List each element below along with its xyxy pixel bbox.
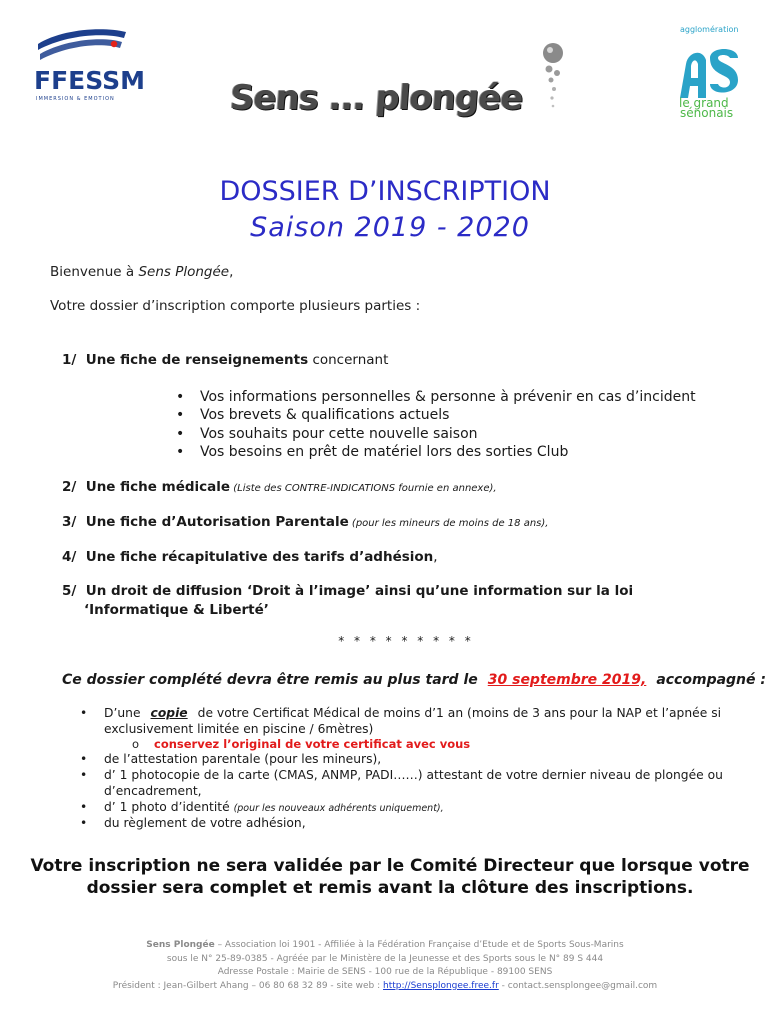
list-item: • du règlement de votre adhésion, xyxy=(80,816,750,832)
part-1-rest: concernant xyxy=(308,352,389,368)
deadline-text: Ce dossier complété devra être remis au plus tard le xyxy=(62,672,478,688)
ffessm-name: FFESSM xyxy=(34,66,145,95)
separator: * * * * * * * * * xyxy=(338,634,474,648)
ffessm-tagline: IMMERSION & EMOTION xyxy=(36,96,115,102)
part-1-list xyxy=(176,388,696,461)
part-4-heading xyxy=(62,549,438,565)
part-2-note: (Liste des CONTRE-INDICATIONS fournie en annexe), xyxy=(230,483,497,494)
list-item: • d’ 1 photocopie de la carte (CMAS, ANMP, PADI……) attestant de votre dernier niveau de plongée ou d’encadrement, xyxy=(80,768,750,799)
list-item: • Vos brevets & qualifications actuels xyxy=(176,406,696,424)
part-4-number: 4/ xyxy=(62,549,77,565)
part-4-rest: , xyxy=(433,549,438,565)
footer-club-name: Sens Plongée xyxy=(146,940,215,950)
part-3-heading xyxy=(62,514,548,530)
list-item: • Vos besoins en prêt de matériel lors des sorties Club xyxy=(176,443,696,461)
website-link[interactable]: http://Sensplongee.free.fr xyxy=(383,980,499,991)
welcome-prefix: Bienvenue à xyxy=(50,264,139,280)
footer xyxy=(0,939,770,993)
req-4-text: d’ 1 photo d’identité xyxy=(104,799,234,814)
season-subtitle: Saison 2019 - 2020 xyxy=(250,212,530,243)
agglo-top-label: agglomération xyxy=(680,25,739,34)
req-4-note: (pour les nouveaux adhérents uniquement), xyxy=(233,802,444,814)
welcome-line xyxy=(50,264,233,280)
welcome-club-name: Sens Plongée xyxy=(138,264,230,280)
bubbles-icon xyxy=(538,42,568,112)
part-1-number: 1/ xyxy=(62,352,77,368)
req-1-prefix: D’une xyxy=(104,706,141,720)
part-3-title: Une fiche d’Autorisation Parentale xyxy=(85,514,349,530)
document-title: DOSSIER D’INSCRIPTION xyxy=(219,176,551,207)
requirements-list xyxy=(80,706,750,832)
footer-contact: - contact.sensplongee@gmail.com xyxy=(498,980,658,991)
part-2-title: Une fiche médicale xyxy=(85,479,231,495)
footer-line-1-text: – Association loi 1901 - Affiliée à la Fédération Française d’Etude et de Sports Sous-Marins xyxy=(214,940,624,950)
part-5-heading xyxy=(62,583,633,599)
footer-line-2: sous le N° 25-89-0385 - Agréée par le Ministère de la Jeunesse et des Sports sous le N° 89 S 444 xyxy=(166,953,604,964)
footer-line-1 xyxy=(0,939,770,953)
welcome-suffix: , xyxy=(229,264,234,280)
part-5-number: 5/ xyxy=(62,583,77,599)
list-item: • Vos informations personnelles & personne à prévenir en cas d’incident xyxy=(176,388,696,406)
agglo-name-line2: sénonais xyxy=(680,106,734,120)
list-item: • de l’attestation parentale (pour les mineurs), xyxy=(80,752,750,768)
closing-line-1: Votre inscription ne sera validée par le Comité Directeur que lorsque votre xyxy=(30,856,750,876)
part-2-heading xyxy=(62,479,497,495)
list-item xyxy=(80,800,750,817)
agglo-name-line1: le grand xyxy=(679,96,729,110)
sub-bullet-marker: o xyxy=(132,737,140,752)
part-1-title: Une fiche de renseignements xyxy=(85,352,309,368)
closing-line-2: dossier sera complet et remis avant la clôture des inscriptions. xyxy=(86,878,694,898)
footer-president: Président : Jean-Gilbert Ahang – 06 80 68 32 89 - site web : xyxy=(112,980,384,991)
deadline-date: 30 septembre 2019, xyxy=(487,672,647,688)
closing-statement xyxy=(0,855,770,899)
club-title: Sens ... plongée xyxy=(228,78,524,118)
part-5-title-line1: Un droit de diffusion ‘Droit à l’image’ ainsi qu’une information sur la loi xyxy=(85,583,634,599)
list-item xyxy=(80,706,750,752)
req-1-sub-item xyxy=(104,737,750,752)
deadline-line xyxy=(62,672,766,688)
footer-line-4 xyxy=(0,980,770,994)
req-1-text: de votre Certificat Médical de moins d’1 an (moins de 3 ans pour la NAP et l’apnée si exclusivement limitée en piscine / 6mètres) xyxy=(104,706,722,736)
part-1-heading xyxy=(62,352,388,368)
part-3-note: (pour les mineurs de moins de 18 ans), xyxy=(348,518,549,529)
part-3-number: 3/ xyxy=(62,514,77,530)
req-1-warning: conservez l’original de votre certificat avec vous xyxy=(154,737,471,752)
deadline-after: accompagné : xyxy=(656,672,766,688)
part-2-number: 2/ xyxy=(62,479,77,495)
part-4-title: Une fiche récapitulative des tarifs d’adhésion xyxy=(85,549,434,565)
intro-text: Votre dossier d’inscription comporte plusieurs parties : xyxy=(50,298,421,314)
part-5-title-line2: ‘Informatique & Liberté’ xyxy=(84,602,269,618)
list-item: • Vos souhaits pour cette nouvelle saison xyxy=(176,425,696,443)
footer-line-3: Adresse Postale : Mairie de SENS - 100 rue de la République - 89100 SENS xyxy=(217,967,553,977)
req-1-copie: copie xyxy=(150,706,188,720)
